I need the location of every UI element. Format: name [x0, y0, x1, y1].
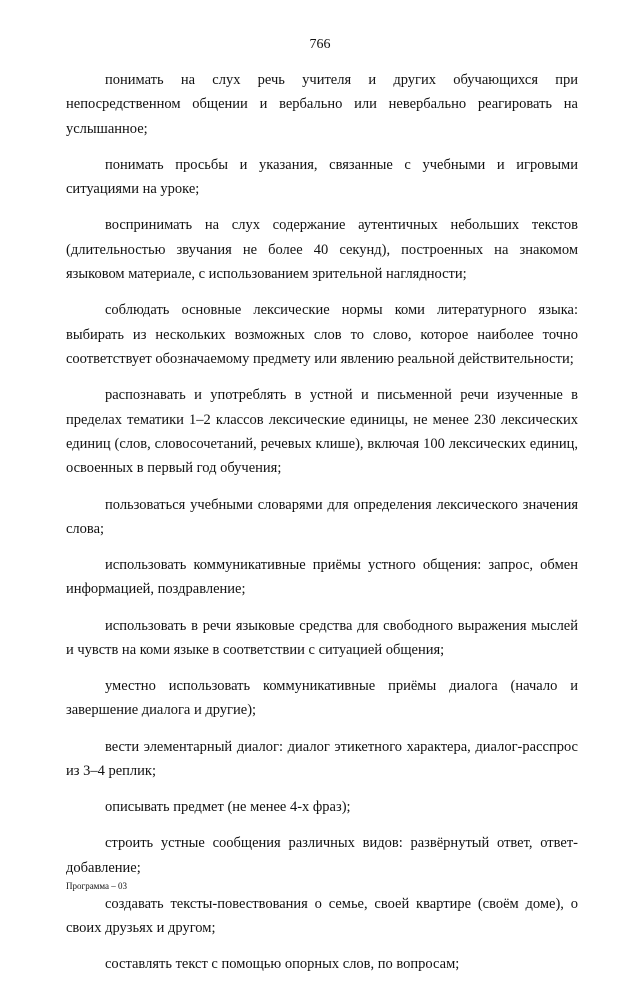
paragraph: описывать предмет (не менее 4-х фраз);: [105, 799, 351, 816]
body-text: [66, 68, 578, 988]
paragraph: составлять текст с помощью опорных слов, по вопросам;: [105, 956, 460, 973]
paragraph: создавать тексты-повествования о семье, своей квартире (своём доме), о своих друзьях и другом;: [66, 895, 578, 937]
paragraph: понимать на слух речь учителя и других обучающихся при непосредственном общении и вербально или невербально реагировать на услышанное;: [66, 72, 578, 137]
footer-label: Программа – 03: [66, 881, 128, 891]
paragraph: пользоваться учебными словарями для определения лексического значения слова;: [66, 496, 578, 537]
paragraph: понимать просьбы и указания, связанные с учебными и игровыми ситуациями на уроке;: [66, 156, 578, 198]
paragraph: уместно использовать коммуникативные приёмы диалога (начало и завершение диалога и другие);: [66, 678, 578, 719]
paragraph: распознавать и употреблять в устной и письменной речи изученные в пределах тематики 1–2 классов лексические единицы, не менее 230 лексических единиц (слов, словосочетаний, речевых клише), включая 100 лексических единиц, освоенных в первый год обучения;: [66, 387, 578, 477]
page-number: 766: [309, 37, 331, 52]
paragraph: соблюдать основные лексические нормы коми литературного языка: выбирать из нескольких возможных слов то слово, которое наиболее точно соответствует обозначаемому предмету или явлению реальной действительности;: [66, 302, 578, 368]
paragraph: воспринимать на слух содержание аутентичных небольших текстов (длительностью звучания не более 40 секунд), построенных на знакомом языковом материале, с использованием зрительной наглядности;: [66, 217, 578, 283]
paragraph: строить устные сообщения различных видов: развёрнутый ответ, ответ-добавление;: [66, 835, 578, 876]
paragraph: использовать в речи языковые средства для свободного выражения мыслей и чувств на коми языке в соответствии с ситуацией общения;: [66, 617, 578, 658]
paragraph: вести элементарный диалог: диалог этикетного характера, диалог-расспрос из 3–4 реплик;: [66, 738, 578, 779]
paragraph: использовать коммуникативные приёмы устного общения: запрос, обмен информацией, поздравление;: [66, 557, 578, 598]
